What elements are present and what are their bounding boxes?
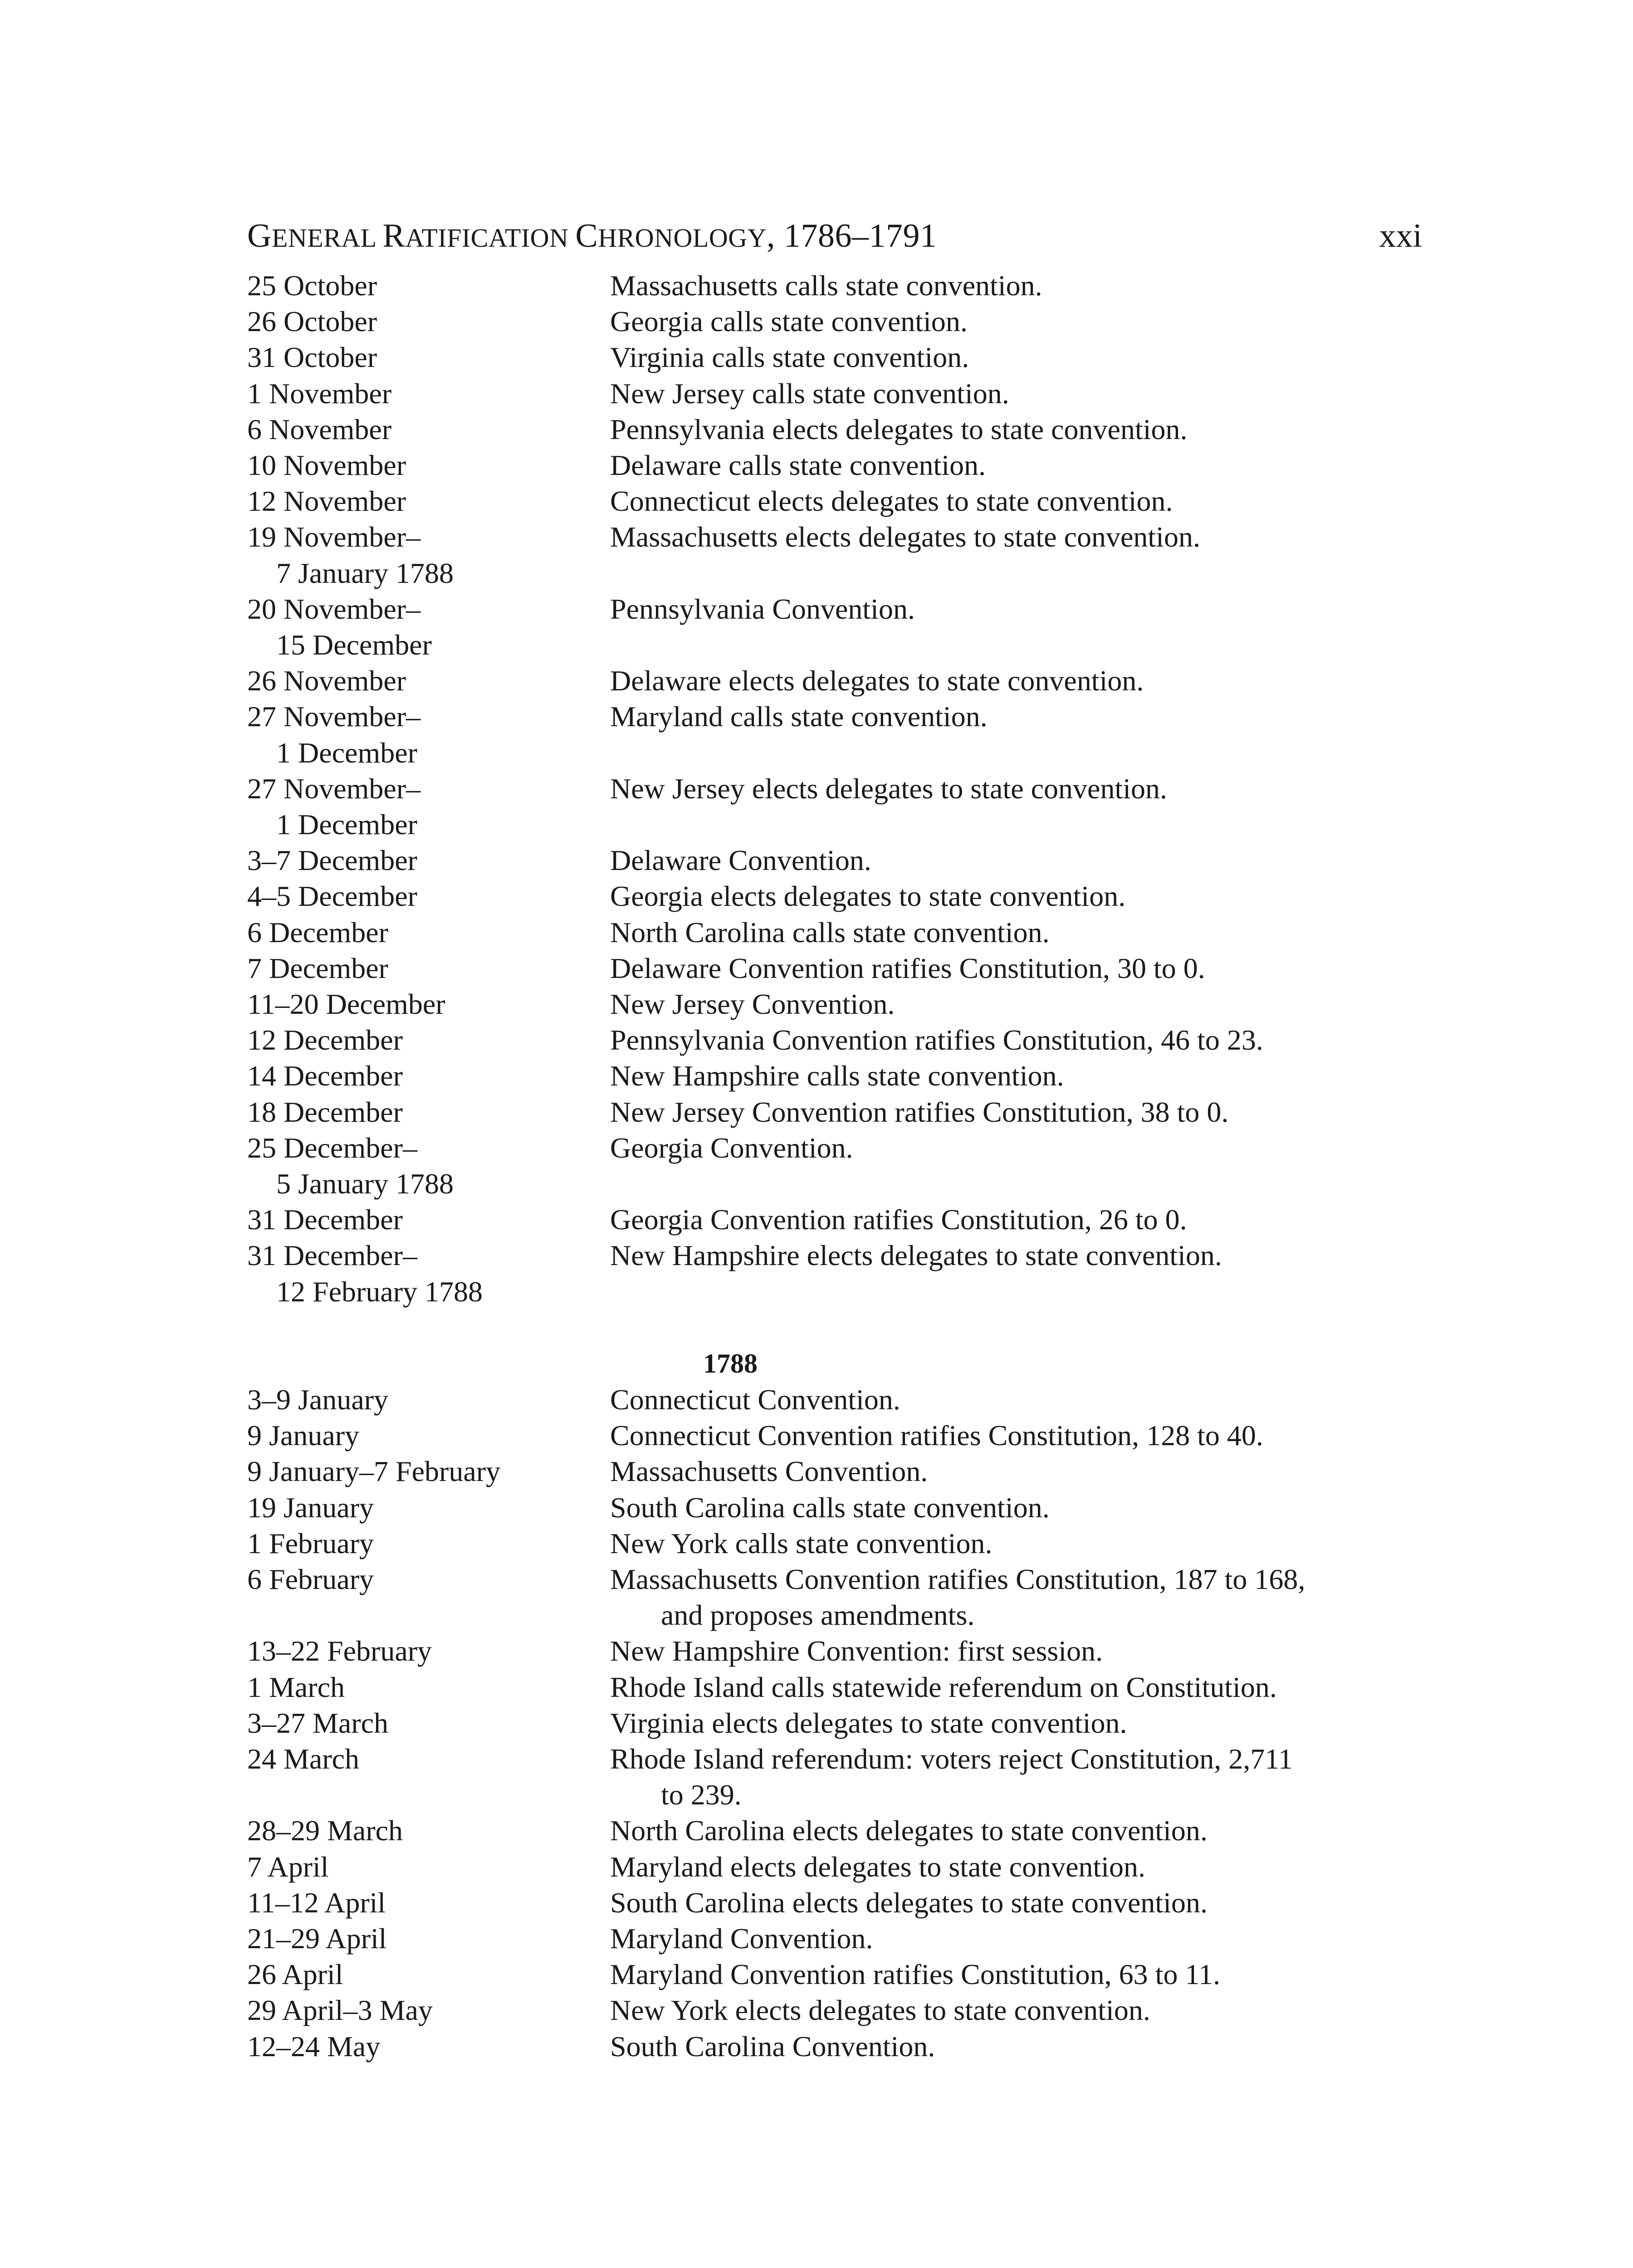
event-line: New Hampshire elects delegates to state convention.: [610, 1239, 1222, 1272]
chronology-entry: [247, 1813, 1422, 1848]
entry-event: [610, 1202, 1422, 1237]
entry-date: [247, 483, 610, 519]
entry-date: [247, 1237, 610, 1309]
event-line: Pennsylvania Convention.: [610, 592, 915, 625]
chronology-entry: [247, 1382, 1422, 1418]
event-line: New York elects delegates to state convention.: [610, 1994, 1150, 2027]
date-line: 1 December: [276, 736, 417, 769]
entry-date: [247, 339, 610, 375]
entry-date: [247, 268, 610, 303]
entry-event: [610, 1992, 1422, 2028]
event-line: and proposes amendments.: [661, 1599, 975, 1632]
event-line: Georgia Convention ratifies Constitution, 26 to 0.: [610, 1203, 1187, 1236]
entry-date: [247, 842, 610, 878]
chronology-entry: [247, 1022, 1422, 1058]
chronology-entry: [247, 1669, 1422, 1705]
event-line: Pennsylvania elects delegates to state convention.: [610, 413, 1188, 445]
event-line: New York calls state convention.: [610, 1527, 993, 1559]
entry-event: [610, 1094, 1422, 1130]
event-line: Maryland calls state convention.: [610, 700, 988, 733]
event-line: Delaware elects delegates to state convention.: [610, 665, 1144, 697]
entry-event: [610, 1382, 1422, 1418]
chronology-entry: [247, 986, 1422, 1022]
date-line: 11–20 December: [247, 988, 445, 1021]
entry-event: [610, 303, 1422, 339]
event-line: Virginia elects delegates to state convention.: [610, 1706, 1127, 1739]
entry-date: [247, 878, 610, 914]
date-line: 25 December–: [247, 1131, 417, 1164]
chronology-entry: [247, 1418, 1422, 1453]
date-line: 6 November: [247, 413, 392, 445]
date-line: 1 February: [247, 1527, 374, 1559]
event-line: New Hampshire Convention: first session.: [610, 1635, 1103, 1667]
date-line: 5 January 1788: [276, 1168, 454, 1200]
date-line: 27 November–: [247, 772, 421, 805]
chronology-entry: [247, 411, 1422, 447]
date-line: 13–22 February: [247, 1635, 432, 1667]
entry-event: [610, 950, 1422, 986]
chronology-entry: [247, 2028, 1422, 2064]
chronology-entry: [247, 1490, 1422, 1525]
date-line: 25 October: [247, 269, 377, 302]
entry-event: [610, 1956, 1422, 1992]
entry-date: [247, 1490, 610, 1525]
event-line: Delaware Convention ratifies Constitution, 30 to 0.: [610, 952, 1205, 984]
chronology-entry: [247, 268, 1422, 303]
entry-event: [610, 376, 1422, 411]
entry-event: [610, 842, 1422, 878]
title-part: G: [247, 217, 272, 254]
entry-event: [610, 1058, 1422, 1094]
date-line: 26 October: [247, 305, 377, 338]
entry-date: [247, 1022, 610, 1058]
event-line: Massachusetts calls state convention.: [610, 269, 1042, 302]
event-line: New Jersey elects delegates to state convention.: [610, 772, 1167, 805]
date-line: 15 December: [276, 629, 432, 661]
entry-event: [610, 878, 1422, 914]
event-line: Pennsylvania Convention ratifies Constitution, 46 to 23.: [610, 1024, 1263, 1056]
entry-event: [610, 1561, 1422, 1633]
entry-date: [247, 1453, 610, 1489]
date-line: 26 November: [247, 665, 406, 697]
event-line: Maryland Convention.: [610, 1922, 873, 1955]
date-line: 7 January 1788: [276, 557, 454, 589]
entry-event: [610, 1418, 1422, 1453]
event-line: Maryland Convention ratifies Constitution, 63 to 11.: [610, 1958, 1221, 1991]
event-line: to 239.: [661, 1779, 742, 1811]
entry-date: [247, 1813, 610, 1848]
date-line: 19 January: [247, 1491, 374, 1524]
entry-event: [610, 1237, 1422, 1309]
entry-event: [610, 339, 1422, 375]
entry-date: [247, 1669, 610, 1705]
date-line: 1 November: [247, 377, 392, 410]
event-line: South Carolina elects delegates to state convention.: [610, 1886, 1208, 1919]
chronology-entry: [247, 1741, 1422, 1813]
chronology-entry: [247, 914, 1422, 950]
entry-date: [247, 950, 610, 986]
entry-event: [610, 2028, 1422, 2064]
date-line: 29 April–3 May: [247, 1994, 433, 2027]
title-part: , 1786–1791: [767, 217, 937, 254]
entry-event: [610, 1022, 1422, 1058]
chronology-entry: [247, 1453, 1422, 1489]
title-part: HRONOLOGY: [598, 223, 767, 253]
event-line: New Jersey Convention ratifies Constitution, 38 to 0.: [610, 1095, 1229, 1128]
event-line: New Jersey calls state convention.: [610, 377, 1009, 410]
date-line: 18 December: [247, 1095, 403, 1128]
entry-event: [610, 1490, 1422, 1525]
entry-date: [247, 1885, 610, 1921]
entry-event: [610, 1130, 1422, 1202]
entry-event: [610, 268, 1422, 303]
entry-date: [247, 1094, 610, 1130]
date-line: 4–5 December: [247, 880, 417, 913]
date-line: 12–24 May: [247, 2030, 381, 2063]
date-line: 28–29 March: [247, 1814, 403, 1847]
chronology-entry: [247, 1633, 1422, 1669]
entry-date: [247, 1058, 610, 1094]
entry-date: [247, 1741, 610, 1813]
event-line: South Carolina calls state convention.: [610, 1491, 1050, 1524]
chronology-entry: [247, 842, 1422, 878]
entry-event: [610, 519, 1422, 591]
title-part: R: [382, 217, 406, 254]
entry-event: [610, 1849, 1422, 1885]
entry-date: [247, 1525, 610, 1561]
chronology-section-1788: [247, 1382, 1422, 2064]
chronology-entry: [247, 1094, 1422, 1130]
date-line: 27 November–: [247, 700, 421, 733]
date-line: 26 April: [247, 1958, 343, 1991]
date-line: 7 December: [247, 952, 388, 984]
date-line: 3–7 December: [247, 844, 417, 877]
chronology-entry: [247, 1561, 1422, 1633]
entry-event: [610, 699, 1422, 770]
date-line: 1 March: [247, 1671, 345, 1703]
date-line: 19 November–: [247, 521, 421, 553]
event-line: Massachusetts elects delegates to state convention.: [610, 521, 1200, 553]
entry-event: [610, 1813, 1422, 1848]
date-line: 9 January: [247, 1419, 360, 1452]
chronology-entry: [247, 1058, 1422, 1094]
entry-event: [610, 483, 1422, 519]
event-line: Virginia calls state convention.: [610, 341, 969, 374]
entry-date: [247, 1382, 610, 1418]
event-line: Massachusetts Convention ratifies Constitution, 187 to 168,: [610, 1563, 1305, 1595]
entry-date: [247, 2028, 610, 2064]
event-line: Georgia elects delegates to state convention.: [610, 880, 1126, 913]
event-line: Rhode Island referendum: voters reject Constitution, 2,711: [610, 1742, 1293, 1775]
entry-event: [610, 411, 1422, 447]
entry-date: [247, 447, 610, 483]
entry-date: [247, 771, 610, 842]
entry-date: [247, 1849, 610, 1885]
entry-event: [610, 914, 1422, 950]
chronology-entry: [247, 591, 1422, 663]
event-line: North Carolina elects delegates to state convention.: [610, 1814, 1208, 1847]
entry-event: [610, 1633, 1422, 1669]
entry-event: [610, 663, 1422, 699]
entry-date: [247, 699, 610, 770]
event-line: Maryland elects delegates to state convention.: [610, 1850, 1146, 1883]
entry-event: [610, 1669, 1422, 1705]
year-heading: [247, 1346, 1422, 1382]
entry-event: [610, 1885, 1422, 1921]
entry-event: [610, 1453, 1422, 1489]
chronology-entry: [247, 339, 1422, 375]
chronology-section-1787: [247, 268, 1422, 1310]
date-line: 3–27 March: [247, 1706, 389, 1739]
date-line: 31 December: [247, 1203, 403, 1236]
date-line: 12 February 1788: [276, 1275, 483, 1308]
entry-date: [247, 1130, 610, 1202]
entry-date: [247, 1921, 610, 1956]
chronology-entry: [247, 1992, 1422, 2028]
document-page: [247, 213, 1422, 2064]
date-line: 12 November: [247, 485, 406, 518]
chronology-entry: [247, 1130, 1422, 1202]
entry-date: [247, 376, 610, 411]
event-line: Connecticut Convention ratifies Constitution, 128 to 40.: [610, 1419, 1263, 1452]
date-line: 6 December: [247, 916, 388, 948]
entry-date: [247, 1705, 610, 1741]
chronology-entry: [247, 519, 1422, 591]
event-line: Georgia Convention.: [610, 1131, 853, 1164]
chronology-entry: [247, 483, 1422, 519]
event-line: New Hampshire calls state convention.: [610, 1060, 1064, 1092]
entry-event: [610, 447, 1422, 483]
date-line: 20 November–: [247, 592, 421, 625]
date-line: 21–29 April: [247, 1922, 387, 1955]
event-line: New Jersey Convention.: [610, 988, 895, 1021]
title-part: ENERAL: [271, 223, 383, 253]
entry-date: [247, 519, 610, 591]
chronology-entry: [247, 950, 1422, 986]
year-heading-text: 1788: [703, 1348, 758, 1378]
event-line: Connecticut elects delegates to state convention.: [610, 485, 1173, 518]
date-line: 11–12 April: [247, 1886, 386, 1919]
event-line: Delaware calls state convention.: [610, 449, 986, 482]
event-line: Rhode Island calls statewide referendum on Constitution.: [610, 1671, 1277, 1703]
entry-date: [247, 303, 610, 339]
chronology-entry: [247, 1705, 1422, 1741]
date-line: 12 December: [247, 1024, 403, 1056]
chronology-entry: [247, 376, 1422, 411]
running-title: [247, 213, 937, 261]
date-line: 10 November: [247, 449, 406, 482]
date-line: 14 December: [247, 1060, 403, 1092]
chronology-entry: [247, 1849, 1422, 1885]
entry-event: [610, 1741, 1422, 1813]
entry-date: [247, 663, 610, 699]
entry-date: [247, 1418, 610, 1453]
entry-event: [610, 1705, 1422, 1741]
chronology-entry: [247, 771, 1422, 842]
entry-date: [247, 1202, 610, 1237]
chronology-entry: [247, 1885, 1422, 1921]
date-line: 3–9 January: [247, 1383, 389, 1416]
event-line: Delaware Convention.: [610, 844, 871, 877]
event-line: Connecticut Convention.: [610, 1383, 900, 1416]
title-part: C: [575, 217, 598, 254]
entry-event: [610, 986, 1422, 1022]
entry-date: [247, 411, 610, 447]
entry-date: [247, 914, 610, 950]
chronology-entry: [247, 1921, 1422, 1956]
entry-date: [247, 1956, 610, 1992]
event-line: South Carolina Convention.: [610, 2030, 935, 2063]
event-line: Georgia calls state convention.: [610, 305, 968, 338]
entry-date: [247, 591, 610, 663]
chronology-entry: [247, 1956, 1422, 1992]
running-head: [247, 213, 1422, 268]
date-line: 9 January–7 February: [247, 1455, 501, 1488]
event-line: Massachusetts Convention.: [610, 1455, 928, 1488]
date-line: 1 December: [276, 808, 417, 841]
entry-event: [610, 591, 1422, 663]
entry-event: [610, 771, 1422, 842]
chronology-entry: [247, 1202, 1422, 1237]
chronology-entry: [247, 303, 1422, 339]
page-number: xxi: [1379, 217, 1422, 254]
date-line: 6 February: [247, 1563, 374, 1595]
chronology-entry: [247, 699, 1422, 770]
chronology-entry: [247, 1525, 1422, 1561]
chronology-entry: [247, 1237, 1422, 1309]
event-line: North Carolina calls state convention.: [610, 916, 1050, 948]
date-line: 31 December–: [247, 1239, 417, 1272]
entry-date: [247, 1561, 610, 1633]
chronology-entry: [247, 447, 1422, 483]
chronology-entry: [247, 878, 1422, 914]
entry-date: [247, 986, 610, 1022]
entry-event: [610, 1525, 1422, 1561]
entry-date: [247, 1633, 610, 1669]
date-line: 31 October: [247, 341, 377, 374]
date-line: 7 April: [247, 1850, 329, 1883]
chronology-entry: [247, 663, 1422, 699]
entry-event: [610, 1921, 1422, 1956]
entry-date: [247, 1992, 610, 2028]
date-line: 24 March: [247, 1742, 360, 1775]
title-part: ATIFICATION: [405, 223, 576, 253]
